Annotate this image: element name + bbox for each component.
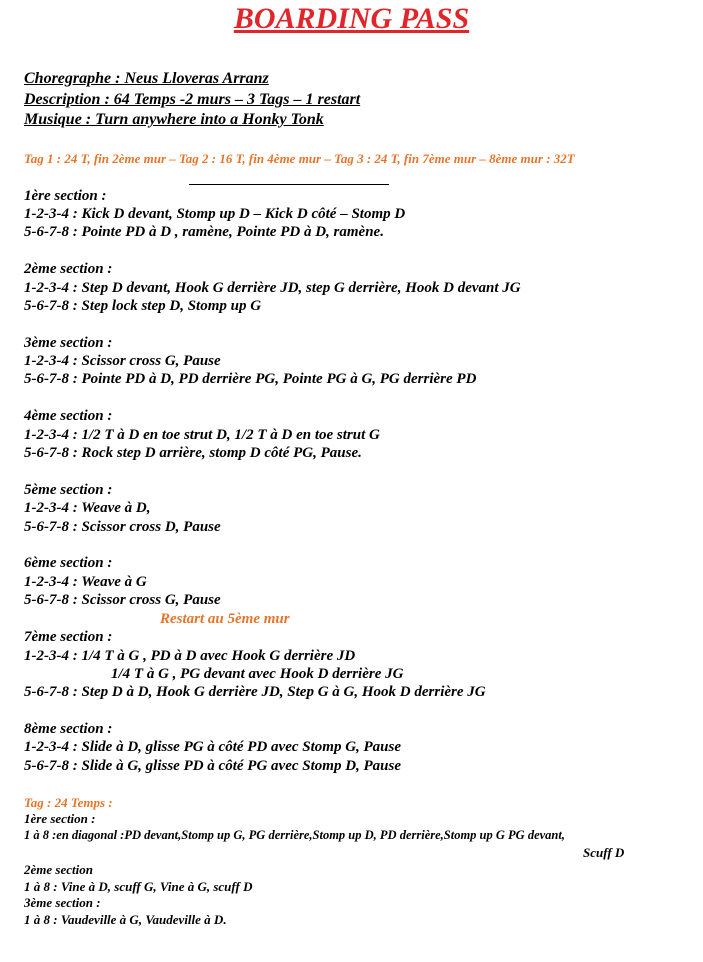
section-7-line-1b: 1/4 T à G , PG devant avec Hook D derrière JG <box>111 666 404 682</box>
musique-line: Musique : Turn anywhere into a Honky Tonk <box>24 111 324 128</box>
section-5-line-2: 5-6-7-8 : Scissor cross D, Pause <box>24 519 221 535</box>
section-4-title: 4ème section : <box>24 408 113 424</box>
section-6-line-2: 5-6-7-8 : Scissor cross G, Pause <box>24 592 221 608</box>
section-4-line-1: 1-2-3-4 : 1/2 T à D en toe strut D, 1/2 T à D en toe strut G <box>24 427 380 443</box>
section-1-line-2: 5-6-7-8 : Pointe PD à D , ramène, Pointe PD à D, ramène. <box>24 224 384 240</box>
section-1-title: 1ère section : <box>24 188 107 204</box>
section-4-line-2: 5-6-7-8 : Rock step D arrière, stomp D côté PG, Pause. <box>24 445 362 461</box>
tag-section-1-continuation: Scuff D <box>583 845 625 860</box>
section-2-title: 2ème section : <box>24 261 113 277</box>
section-7-line-1: 1-2-3-4 : 1/4 T à G , PD à D avec Hook G derrière JD <box>24 648 356 664</box>
section-6-title: 6ème section : <box>24 555 113 571</box>
section-2-line-2: 5-6-7-8 : Step lock step D, Stomp up G <box>24 298 262 314</box>
section-3-line-2: 5-6-7-8 : Pointe PD à D, PD derrière PG, Pointe PG à G, PG derrière PD <box>24 371 477 387</box>
section-2-line-1: 1-2-3-4 : Step D devant, Hook G derrière JD, step G derrière, Hook D devant JG <box>24 280 521 296</box>
section-5-line-1: 1-2-3-4 : Weave à D, <box>24 500 151 516</box>
section-7-title: 7ème section : <box>24 629 113 645</box>
tag-section-1-line: 1 à 8 :en diagonal :PD devant,Stomp up G, PG derrière,Stomp up D, PD derrière,Stomp up G PG devant, <box>24 828 565 842</box>
section-3-title: 3ème section : <box>24 335 113 351</box>
section-8-title: 8ème section : <box>24 721 113 737</box>
divider <box>189 184 389 185</box>
section-8-line-1: 1-2-3-4 : Slide à D, glisse PG à côté PD avec Stomp G, Pause <box>24 739 402 755</box>
tag-section-2-title: 2ème section <box>24 862 93 877</box>
section-3-line-1: 1-2-3-4 : Scissor cross G, Pause <box>24 353 221 369</box>
page-title: BOARDING PASS <box>233 2 470 35</box>
tag-section-3-title: 3ème section : <box>24 895 101 910</box>
section-6-line-1: 1-2-3-4 : Weave à G <box>24 574 147 590</box>
description-line: Description : 64 Temps -2 murs – 3 Tags – 1 restart <box>24 91 361 108</box>
restart-note: Restart au 5ème mur <box>160 611 290 627</box>
tag-section-3-line: 1 à 8 : Vaudeville à G, Vaudeville à D. <box>24 912 227 927</box>
section-5-title: 5ème section : <box>24 482 113 498</box>
section-7-line-2: 5-6-7-8 : Step D à D, Hook G derrière JD, Step G à G, Hook D derrière JG <box>24 684 486 700</box>
tags-summary: Tag 1 : 24 T, fin 2ème mur – Tag 2 : 16 T, fin 4ème mur – Tag 3 : 24 T, fin 7ème mur – 8ème mur : 32T <box>24 151 575 166</box>
tag-section-2-line: 1 à 8 : Vine à D, scuff G, Vine à G, scuff D <box>24 879 253 894</box>
tag-section-1-title: 1ère section : <box>24 811 96 826</box>
section-8-line-2: 5-6-7-8 : Slide à G, glisse PD à côté PG avec Stomp D, Pause <box>24 758 402 774</box>
tag-title: Tag : 24 Temps : <box>24 795 113 810</box>
choregraphe-line: Choregraphe : Neus Lloveras Arranz <box>24 70 269 87</box>
section-1-line-1: 1-2-3-4 : Kick D devant, Stomp up D – Kick D côté – Stomp D <box>24 206 406 222</box>
